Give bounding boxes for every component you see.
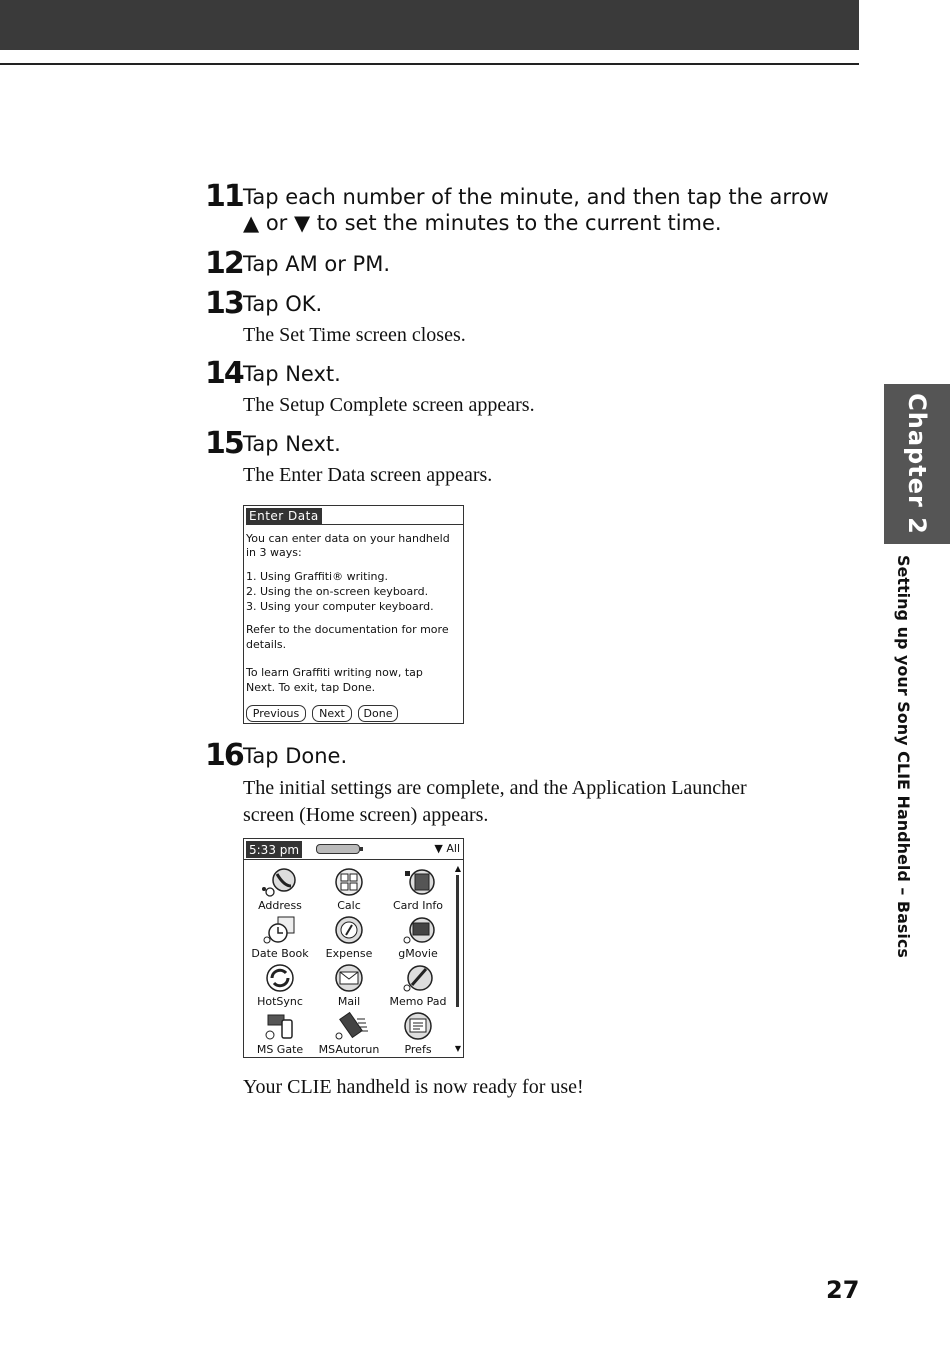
clock-display: 5:33 pm xyxy=(246,841,302,858)
step-instruction: Tap Next. xyxy=(243,362,341,386)
step-number: 11 xyxy=(205,179,243,214)
step-instruction: Tap Done. xyxy=(243,744,348,768)
category-selector[interactable]: ▼ All xyxy=(434,842,460,855)
gate-icon xyxy=(260,1011,300,1043)
enter-data-text: 2. Using the on-screen keyboard. xyxy=(246,585,429,598)
step-instruction: Tap Next. xyxy=(243,432,341,456)
header-rule xyxy=(244,859,463,860)
next-button[interactable]: Next xyxy=(312,705,352,722)
app-address[interactable]: Address xyxy=(245,867,315,912)
app-mail[interactable]: Mail xyxy=(314,963,384,1008)
calculator-icon xyxy=(329,867,369,899)
sync-icon xyxy=(260,963,300,995)
app-gmovie[interactable]: gMovie xyxy=(383,915,453,960)
step-number: 12 xyxy=(205,246,243,281)
enter-data-text: Next. To exit, tap Done. xyxy=(246,681,376,694)
step-15-result: The Enter Data screen appears. xyxy=(243,464,493,486)
app-ms-gate[interactable]: MS Gate xyxy=(245,1011,315,1056)
header-rule xyxy=(0,63,859,65)
scroll-down-arrow[interactable]: ▼ xyxy=(454,1044,461,1053)
app-hotsync[interactable]: HotSync xyxy=(245,963,315,1008)
chapter-title: Setting up your Sony CLIE Handheld – Basics xyxy=(894,555,913,958)
header-bar xyxy=(0,0,859,50)
triangle-down-icon: ▼ xyxy=(434,842,443,855)
step-number: 16 xyxy=(205,738,243,773)
enter-data-text: in 3 ways: xyxy=(246,546,302,559)
autorun-icon xyxy=(329,1011,369,1043)
step-14-result: The Setup Complete screen appears. xyxy=(243,394,535,416)
enter-data-text: 3. Using your computer keyboard. xyxy=(246,600,434,613)
scrollbar[interactable] xyxy=(456,875,459,1007)
app-card-info[interactable]: Card Info xyxy=(383,867,453,912)
enter-data-text: You can enter data on your handheld xyxy=(246,532,450,545)
app-msautorun[interactable]: MSAutorun xyxy=(314,1011,384,1056)
done-button[interactable]: Done xyxy=(358,705,398,722)
step-instruction: Tap OK. xyxy=(243,292,323,316)
app-memo-pad[interactable]: Memo Pad xyxy=(383,963,453,1008)
step-number: 14 xyxy=(205,356,243,391)
step-16-result: The initial settings are complete, and the Application Launcher screen (Home screen) appears. xyxy=(243,777,747,826)
step-number: 15 xyxy=(205,426,243,461)
memory-card-icon xyxy=(398,867,438,899)
app-expense[interactable]: Expense xyxy=(314,915,384,960)
step-instruction: Tap each number of the minute, and then tap the arrow ▲ or ▼ to set the minutes to the current time. xyxy=(243,185,829,235)
battery-icon xyxy=(316,844,360,854)
home-screen-screenshot xyxy=(243,838,464,1058)
preferences-icon xyxy=(398,1011,438,1043)
previous-button[interactable]: Previous xyxy=(246,705,306,722)
enter-data-text: Refer to the documentation for more xyxy=(246,623,449,636)
envelope-icon xyxy=(329,963,369,995)
phone-icon xyxy=(260,867,300,899)
step-number: 13 xyxy=(205,286,243,321)
enter-data-screenshot xyxy=(243,505,464,724)
enter-data-text: To learn Graffiti writing now, tap xyxy=(246,666,423,679)
chapter-tab: Chapter 2 xyxy=(884,384,950,544)
enter-data-text: 1. Using Graffiti® writing. xyxy=(246,570,388,583)
enter-data-text: details. xyxy=(246,638,287,651)
clock-icon xyxy=(260,915,300,947)
page-number: 27 xyxy=(826,1276,860,1304)
scroll-up-arrow[interactable]: ▲ xyxy=(454,864,461,873)
enter-data-title: Enter Data xyxy=(246,508,322,524)
title-rule xyxy=(246,524,463,525)
coin-icon xyxy=(329,915,369,947)
step-instruction: Tap AM or PM. xyxy=(243,252,390,276)
step-13-result: The Set Time screen closes. xyxy=(243,324,466,346)
app-calc[interactable]: Calc xyxy=(314,867,384,912)
app-date-book[interactable]: Date Book xyxy=(245,915,315,960)
movie-icon xyxy=(398,915,438,947)
closing-text: Your CLIE handheld is now ready for use! xyxy=(243,1076,584,1098)
app-prefs[interactable]: Prefs xyxy=(383,1011,453,1056)
pencil-icon xyxy=(398,963,438,995)
